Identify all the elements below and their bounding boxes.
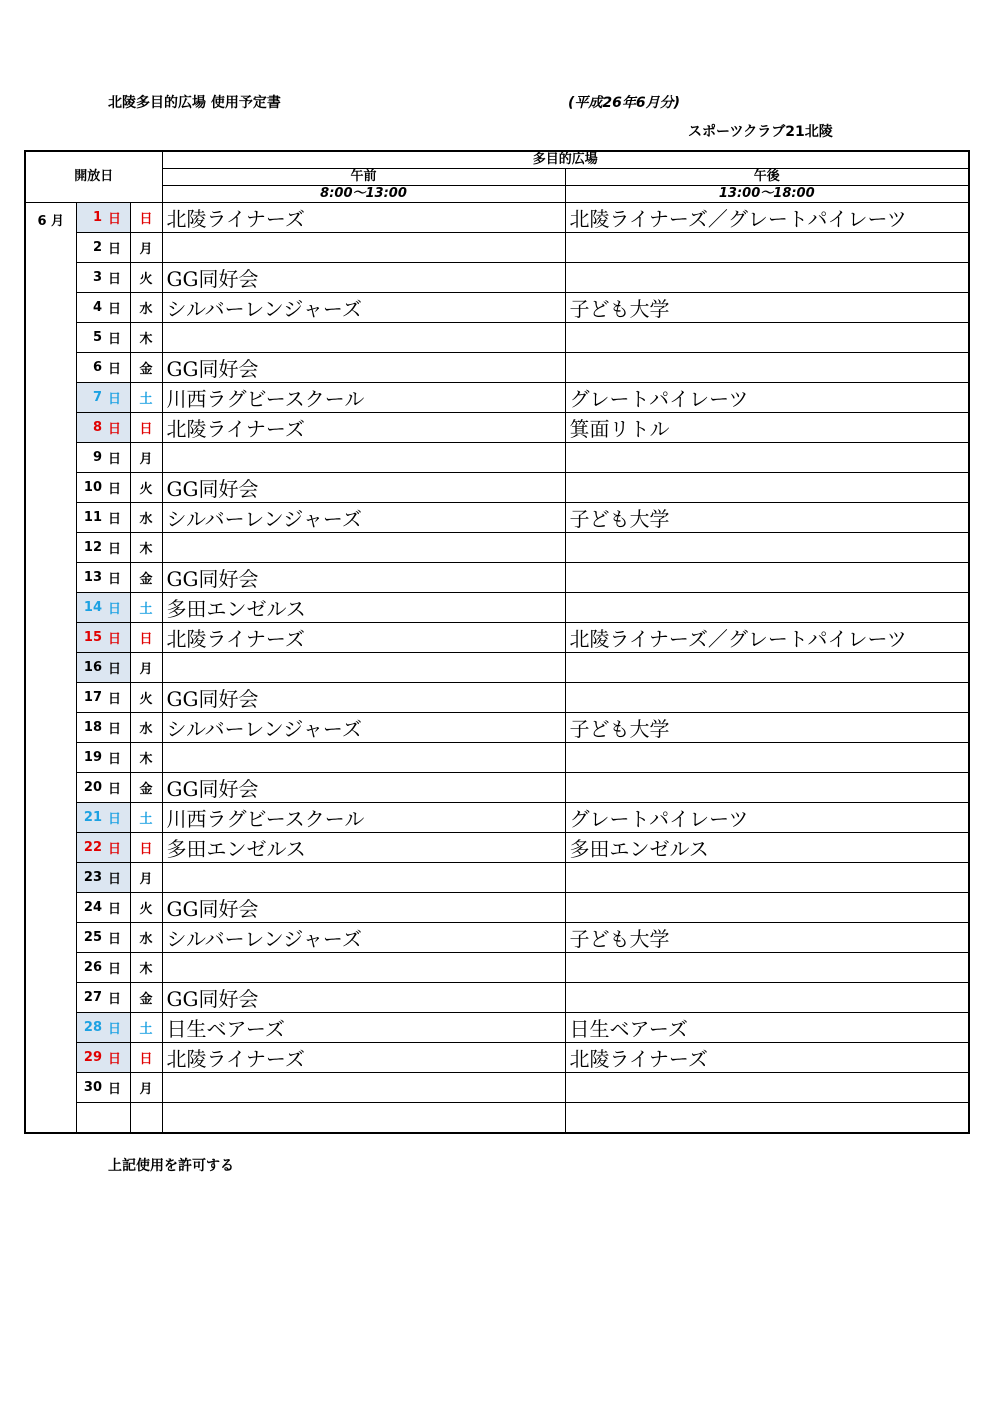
day-unit: 日 bbox=[106, 773, 130, 803]
day-unit: 日 bbox=[106, 593, 130, 623]
day-number: 18 bbox=[76, 713, 106, 743]
day-number: 3 bbox=[76, 263, 106, 293]
day-number: 5 bbox=[76, 323, 106, 353]
weekday: 月 bbox=[130, 443, 162, 473]
weekday: 水 bbox=[130, 713, 162, 743]
day-number: 20 bbox=[76, 773, 106, 803]
am-booking: GG同好会 bbox=[162, 773, 565, 803]
pm-booking: 北陵ライナーズ／グレートパイレーツ bbox=[565, 203, 969, 233]
table-row bbox=[25, 893, 969, 923]
am-booking bbox=[162, 863, 565, 893]
weekday: 火 bbox=[130, 263, 162, 293]
day-number: 16 bbox=[76, 653, 106, 683]
day-unit: 日 bbox=[106, 833, 130, 863]
table-row bbox=[25, 383, 969, 413]
weekday: 金 bbox=[130, 983, 162, 1013]
pm-booking bbox=[565, 323, 969, 353]
document-title: 北陵多目的広場 使用予定書 bbox=[108, 95, 281, 111]
weekday: 月 bbox=[130, 863, 162, 893]
am-booking bbox=[162, 953, 565, 983]
weekday: 金 bbox=[130, 563, 162, 593]
day-number: 26 bbox=[76, 953, 106, 983]
day-unit: 日 bbox=[106, 893, 130, 923]
table-row bbox=[25, 713, 969, 743]
am-booking: GG同好会 bbox=[162, 473, 565, 503]
day-number: 11 bbox=[76, 503, 106, 533]
day-unit: 日 bbox=[106, 353, 130, 383]
am-booking: 北陵ライナーズ bbox=[162, 413, 565, 443]
weekday: 土 bbox=[130, 803, 162, 833]
day-number: 1 bbox=[76, 203, 106, 233]
am-booking: シルバーレンジャーズ bbox=[162, 503, 565, 533]
weekday: 土 bbox=[130, 383, 162, 413]
am-booking: シルバーレンジャーズ bbox=[162, 713, 565, 743]
weekday: 水 bbox=[130, 293, 162, 323]
day-number: 2 bbox=[76, 233, 106, 263]
weekday: 土 bbox=[130, 1013, 162, 1043]
table-row bbox=[25, 833, 969, 863]
table-row bbox=[25, 413, 969, 443]
open-day-header: 開放日 bbox=[25, 151, 162, 203]
table-row bbox=[25, 653, 969, 683]
day-unit: 日 bbox=[106, 743, 130, 773]
weekday: 日 bbox=[130, 203, 162, 233]
am-booking: 多田エンゼルス bbox=[162, 593, 565, 623]
pm-booking: グレートパイレーツ bbox=[565, 803, 969, 833]
day-number: 27 bbox=[76, 983, 106, 1013]
day-number: 21 bbox=[76, 803, 106, 833]
day-unit: 日 bbox=[106, 323, 130, 353]
weekday: 火 bbox=[130, 683, 162, 713]
day-unit: 日 bbox=[106, 653, 130, 683]
table-row bbox=[25, 353, 969, 383]
weekday: 木 bbox=[130, 953, 162, 983]
weekday: 日 bbox=[130, 833, 162, 863]
weekday: 金 bbox=[130, 353, 162, 383]
day-unit: 日 bbox=[106, 683, 130, 713]
table-row bbox=[25, 263, 969, 293]
day-unit: 日 bbox=[106, 443, 130, 473]
pm-booking bbox=[565, 683, 969, 713]
pm-booking bbox=[565, 473, 969, 503]
pm-booking bbox=[565, 953, 969, 983]
day-unit: 日 bbox=[106, 623, 130, 653]
am-booking: GG同好会 bbox=[162, 263, 565, 293]
weekday: 月 bbox=[130, 1073, 162, 1103]
day-number: 10 bbox=[76, 473, 106, 503]
pm-booking bbox=[565, 743, 969, 773]
day-number: 30 bbox=[76, 1073, 106, 1103]
am-booking bbox=[162, 1073, 565, 1103]
am-booking: GG同好会 bbox=[162, 893, 565, 923]
pm-booking: 子ども大学 bbox=[565, 923, 969, 953]
day-unit: 日 bbox=[106, 563, 130, 593]
pm-booking bbox=[565, 983, 969, 1013]
table-row bbox=[25, 683, 969, 713]
day-number: 6 bbox=[76, 353, 106, 383]
table-row bbox=[25, 923, 969, 953]
day-number: 29 bbox=[76, 1043, 106, 1073]
day-number: 12 bbox=[76, 533, 106, 563]
day-unit: 日 bbox=[106, 383, 130, 413]
period-label: (平成26年6月分) bbox=[568, 95, 681, 111]
am-booking bbox=[162, 533, 565, 563]
weekday: 日 bbox=[130, 623, 162, 653]
weekday: 金 bbox=[130, 773, 162, 803]
day-unit: 日 bbox=[106, 1043, 130, 1073]
day-unit: 日 bbox=[106, 263, 130, 293]
empty-cell bbox=[76, 1103, 106, 1134]
venue-header: 多目的広場 bbox=[162, 151, 969, 169]
day-unit: 日 bbox=[106, 803, 130, 833]
day-number: 15 bbox=[76, 623, 106, 653]
weekday: 月 bbox=[130, 653, 162, 683]
table-row bbox=[25, 1043, 969, 1073]
day-number: 14 bbox=[76, 593, 106, 623]
am-time: 8:00～13:00 bbox=[162, 186, 565, 203]
pm-booking bbox=[565, 233, 969, 263]
day-number: 19 bbox=[76, 743, 106, 773]
table-row bbox=[25, 623, 969, 653]
am-booking bbox=[162, 653, 565, 683]
day-number: 25 bbox=[76, 923, 106, 953]
am-booking: 北陵ライナーズ bbox=[162, 203, 565, 233]
pm-booking: 多田エンゼルス bbox=[565, 833, 969, 863]
am-booking bbox=[162, 323, 565, 353]
pm-header: 午後 bbox=[565, 169, 969, 186]
am-booking bbox=[162, 443, 565, 473]
day-unit: 日 bbox=[106, 503, 130, 533]
table-row bbox=[25, 233, 969, 263]
am-booking: シルバーレンジャーズ bbox=[162, 923, 565, 953]
day-unit: 日 bbox=[106, 953, 130, 983]
pm-booking bbox=[565, 653, 969, 683]
table-row bbox=[25, 533, 969, 563]
am-booking: 北陵ライナーズ bbox=[162, 623, 565, 653]
pm-booking: 子ども大学 bbox=[565, 293, 969, 323]
table-row bbox=[25, 593, 969, 623]
weekday: 火 bbox=[130, 473, 162, 503]
pm-time: 13:00～18:00 bbox=[565, 186, 969, 203]
am-booking: 日生ベアーズ bbox=[162, 1013, 565, 1043]
pm-booking bbox=[565, 353, 969, 383]
empty-cell bbox=[565, 1103, 969, 1134]
empty-cell bbox=[106, 1103, 130, 1134]
table-row bbox=[25, 563, 969, 593]
pm-booking: 子ども大学 bbox=[565, 713, 969, 743]
table-row bbox=[25, 443, 969, 473]
weekday: 木 bbox=[130, 533, 162, 563]
day-number: 4 bbox=[76, 293, 106, 323]
pm-booking bbox=[565, 893, 969, 923]
table-row bbox=[25, 773, 969, 803]
day-unit: 日 bbox=[106, 293, 130, 323]
day-number: 24 bbox=[76, 893, 106, 923]
pm-booking bbox=[565, 863, 969, 893]
day-unit: 日 bbox=[106, 1013, 130, 1043]
table-row bbox=[25, 803, 969, 833]
am-booking: GG同好会 bbox=[162, 983, 565, 1013]
weekday: 水 bbox=[130, 503, 162, 533]
weekday: 水 bbox=[130, 923, 162, 953]
day-number: 17 bbox=[76, 683, 106, 713]
day-unit: 日 bbox=[106, 713, 130, 743]
empty-cell bbox=[130, 1103, 162, 1134]
table-row bbox=[25, 503, 969, 533]
schedule-table bbox=[24, 150, 970, 1134]
weekday: 火 bbox=[130, 893, 162, 923]
day-unit: 日 bbox=[106, 413, 130, 443]
pm-booking bbox=[565, 563, 969, 593]
table-row bbox=[25, 983, 969, 1013]
pm-booking bbox=[565, 533, 969, 563]
weekday: 木 bbox=[130, 323, 162, 353]
weekday: 日 bbox=[130, 1043, 162, 1073]
day-number: 13 bbox=[76, 563, 106, 593]
am-booking: GG同好会 bbox=[162, 683, 565, 713]
table-row bbox=[25, 203, 969, 233]
table-row-empty bbox=[25, 1103, 969, 1134]
pm-booking: 北陵ライナーズ bbox=[565, 1043, 969, 1073]
day-number: 28 bbox=[76, 1013, 106, 1043]
empty-cell bbox=[162, 1103, 565, 1134]
am-booking bbox=[162, 743, 565, 773]
organization-name: スポーツクラブ21北陵 bbox=[688, 124, 833, 140]
pm-booking: 子ども大学 bbox=[565, 503, 969, 533]
weekday: 木 bbox=[130, 743, 162, 773]
month-label: 6 月 bbox=[25, 203, 76, 1134]
day-unit: 日 bbox=[106, 203, 130, 233]
day-number: 23 bbox=[76, 863, 106, 893]
day-unit: 日 bbox=[106, 233, 130, 263]
pm-booking: 日生ベアーズ bbox=[565, 1013, 969, 1043]
day-unit: 日 bbox=[106, 533, 130, 563]
pm-booking bbox=[565, 443, 969, 473]
day-number: 7 bbox=[76, 383, 106, 413]
weekday: 土 bbox=[130, 593, 162, 623]
approval-text: 上記使用を許可する bbox=[108, 1158, 234, 1174]
pm-booking: グレートパイレーツ bbox=[565, 383, 969, 413]
pm-booking: 北陵ライナーズ／グレートパイレーツ bbox=[565, 623, 969, 653]
am-booking: 川西ラグビースクール bbox=[162, 803, 565, 833]
am-booking: シルバーレンジャーズ bbox=[162, 293, 565, 323]
table-row bbox=[25, 743, 969, 773]
day-unit: 日 bbox=[106, 983, 130, 1013]
am-booking: GG同好会 bbox=[162, 353, 565, 383]
day-number: 9 bbox=[76, 443, 106, 473]
table-row bbox=[25, 1013, 969, 1043]
weekday: 月 bbox=[130, 233, 162, 263]
pm-booking: 箕面リトル bbox=[565, 413, 969, 443]
table-row bbox=[25, 953, 969, 983]
am-booking bbox=[162, 233, 565, 263]
table-row bbox=[25, 293, 969, 323]
day-number: 8 bbox=[76, 413, 106, 443]
table-row bbox=[25, 863, 969, 893]
am-booking: GG同好会 bbox=[162, 563, 565, 593]
pm-booking bbox=[565, 593, 969, 623]
am-booking: 川西ラグビースクール bbox=[162, 383, 565, 413]
day-unit: 日 bbox=[106, 473, 130, 503]
day-number: 22 bbox=[76, 833, 106, 863]
pm-booking bbox=[565, 263, 969, 293]
am-header: 午前 bbox=[162, 169, 565, 186]
pm-booking bbox=[565, 1073, 969, 1103]
table-row bbox=[25, 1073, 969, 1103]
am-booking: 北陵ライナーズ bbox=[162, 1043, 565, 1073]
day-unit: 日 bbox=[106, 863, 130, 893]
day-unit: 日 bbox=[106, 1073, 130, 1103]
day-unit: 日 bbox=[106, 923, 130, 953]
table-row bbox=[25, 473, 969, 503]
am-booking: 多田エンゼルス bbox=[162, 833, 565, 863]
pm-booking bbox=[565, 773, 969, 803]
table-row bbox=[25, 323, 969, 353]
weekday: 日 bbox=[130, 413, 162, 443]
